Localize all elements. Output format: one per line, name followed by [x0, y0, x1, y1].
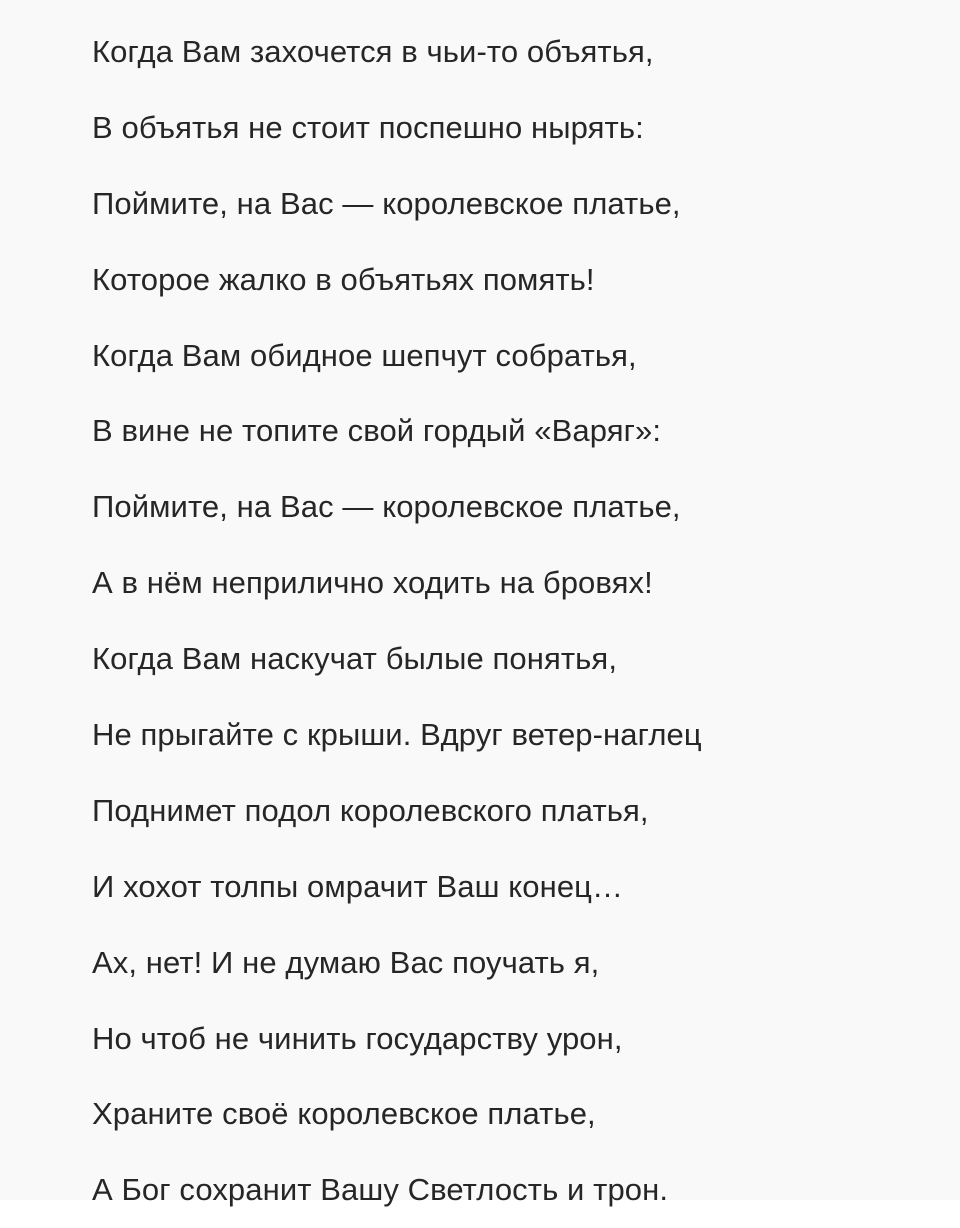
poem-line: В объятья не стоит поспешно нырять: [92, 109, 644, 145]
poem-line: Когда Вам наскучат былые понятья, [92, 641, 618, 677]
poem-line: Когда Вам обидное шепчут собратья, [92, 337, 637, 373]
poem-line: Ах, нет! И не думаю Вас поучать я, [92, 944, 600, 980]
poem-text [92, 14, 952, 1228]
poem-line: Поднимет подол королевского платья, [92, 792, 649, 828]
poem-line: Поймите, на Вас — королевское платье, [92, 489, 681, 525]
poem-line: Не прыгайте с крыши. Вдруг ветер-наглец [92, 716, 702, 752]
poem-line: А в нём неприлично ходить на бровях! [92, 565, 653, 601]
poem-line: И хохот толпы омрачит Ваш конец… [92, 868, 624, 904]
poem-line: Храните своё королевское платье, [92, 1096, 596, 1132]
poem-line: А Бог сохранит Вашу Светлость и трон. [92, 1172, 669, 1208]
poem-line: Которое жалко в объятьях помять! [92, 261, 595, 297]
poem-line: Когда Вам захочется в чьи-то объятья, [92, 33, 654, 69]
poem-line: Поймите, на Вас — королевское платье, [92, 185, 681, 221]
poem-line: В вине не топите свой гордый «Варяг»: [92, 413, 662, 449]
poem-line: Но чтоб не чинить государству урон, [92, 1020, 623, 1056]
